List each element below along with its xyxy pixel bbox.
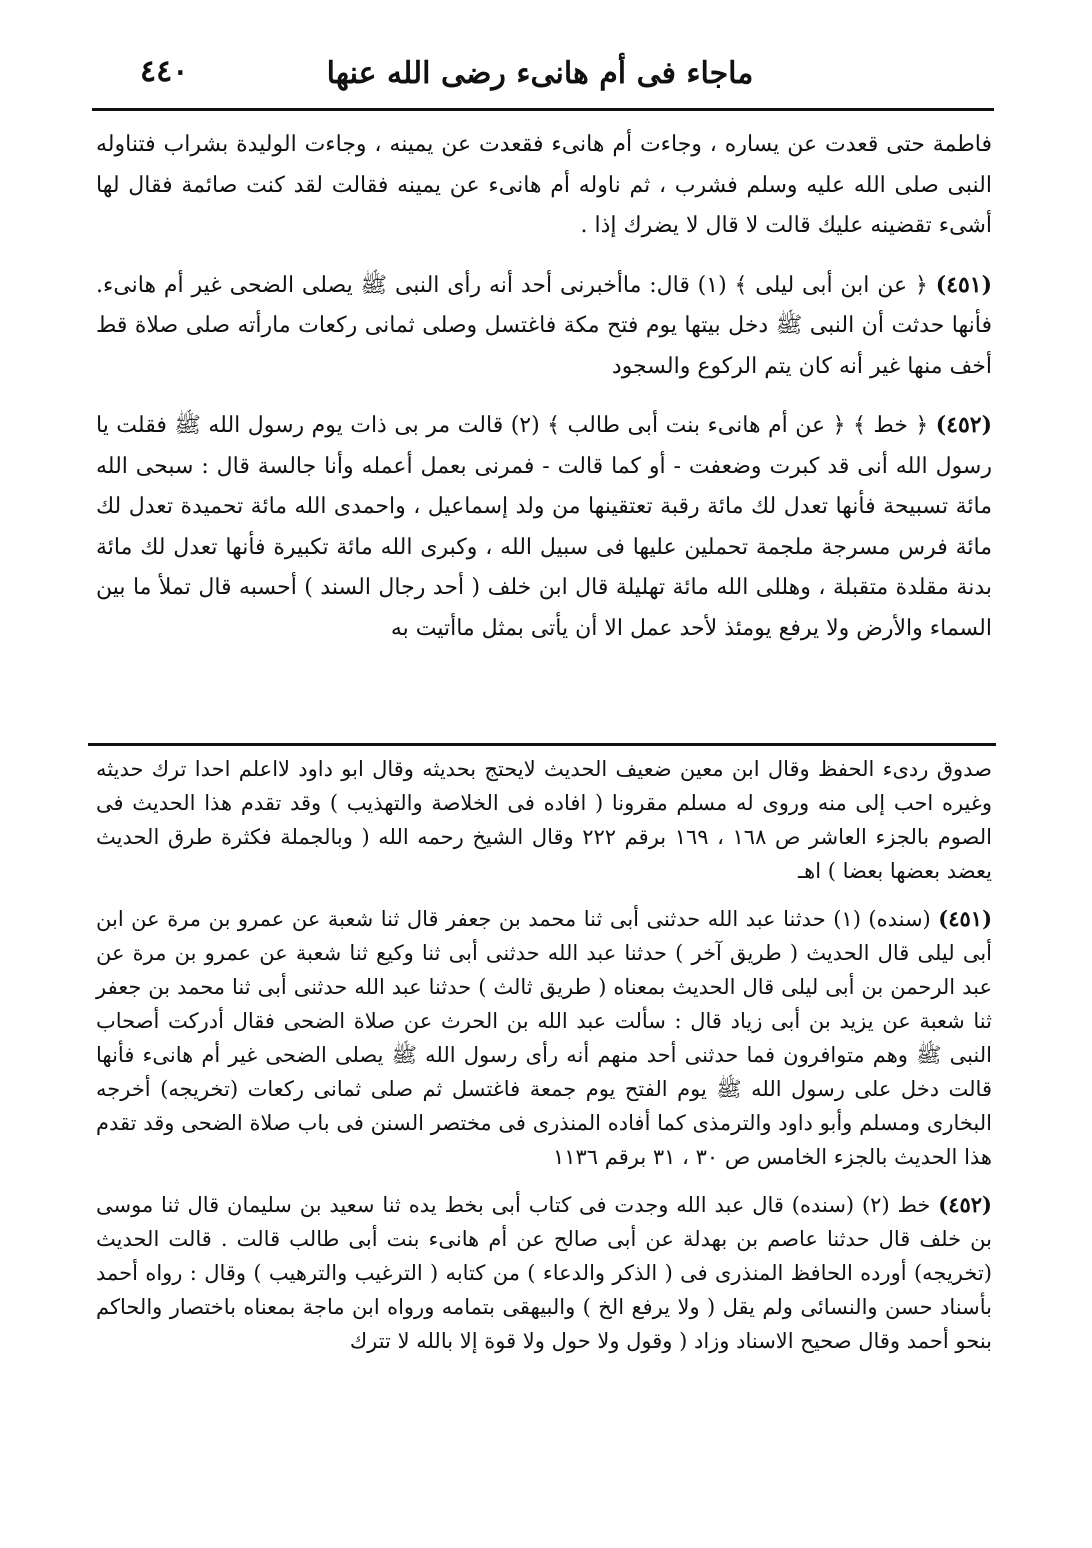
continuation-paragraph (96, 125, 992, 247)
continuation-text: فاطمة حتى قعدت عن يساره ، وجاءت أم هانىء فقعدت عن يمينه ، وجاءت الوليدة بشراب فتناوله النبى صلى الله عليه وسلم فشرب ، ثم ناوله أم هانىء عن يمينه فقالت لقد كنت صائمة فقال لها أشىء تقضينه عليك قالت لا قال لا يضرك إذا . (96, 132, 992, 238)
footnote-text: (سنده) (١) حدثنا عبد الله حدثنى أبى ثنا محمد بن جعفر قال ثنا شعبة عن عمرو بن مرة عن ابن أبى ليلى قال الحديث ( طريق آخر ) حدثنا عبد الله حدثنى أبى ثنا وكيع ثنا شعبة عن عمرو بن مرة عن عبد الرحمن بن أبى ليلى قال الحديث بمعناه ( طريق ثالث ) حدثنا عبد الله حدثنى أبى ثنا محمد بن جعفر ثنا شعبة عن يزيد بن أبى زياد قال : سألت عبد الله بن الحرث عن صلاة الضحى فقال أدركت أصحاب النبى ﷺ وهم متوافرون فما حدثنى أحد منهم أنه رأى رسول الله ﷺ يصلى الضحى غير أم هانىء فأنها قالت دخل على رسول الله ﷺ يوم الفتح يوم جمعة فاغتسل ثم صلى ثمانى ركعات (تخريجه) أخرجه البخارى ومسلم وأبو داود والترمذى كما أفاده المنذرى فى مختصر السنن فى باب صلاة الضحى وقد تقدم هذا الحديث بالجزء الخامس ص ٣٠ ، ٣١ برقم ١١٣٦ (96, 907, 992, 1169)
hadith-number: (٤٥١) (935, 271, 992, 298)
footnote-continuation (96, 752, 992, 888)
hadith-452 (96, 405, 992, 649)
footnote-separator (88, 743, 996, 746)
hadith-text: ﴿ عن ابن أبى ليلى ﴾ (١) قال: ماأخبرنى أحد أنه رأى النبى ﷺ يصلى الضحى غير أم هانىء. فأنها حدثت أن النبى ﷺ دخل بيتها يوم فتح مكة فاغتسل وصلى ثمانى ركعات مارأته صلى صلاة قط أخف منها غير أنه كان يتم الركوع والسجود (96, 272, 992, 379)
page-header (100, 48, 980, 98)
footnotes (96, 752, 992, 1358)
footnote-number: (٤٥٢) (938, 1192, 992, 1217)
hadith-451 (96, 265, 992, 388)
hadith-number: (٤٥٢) (935, 412, 992, 438)
footnote-number: (٤٥١) (938, 906, 992, 931)
main-text (96, 125, 992, 649)
footnote-text: خط (٢) (سنده) قال عبد الله وجدت فى كتاب أبى بخط يده ثنا سعيد بن سليمان قال ثنا موسى بن خلف قال حدثنا عاصم بن بهدلة عن أبى صالح عن أم هانىء بنت أبى طالب قالت . قالت الحديث (تخريجه) أورده الحافظ المنذرى فى ( الذكر والدعاء ) من كتابه ( الترغيب والترهيب ) وقال : رواه أحمد بأسناد حسن والنسائى ولم يقل ( ولا يرفع الخ ) والبيهقى بتمامه ورواه ابن ماجة بمعناه باختصار والحاكم بنحو أحمد وقال صحيح الاسناد وزاد ( وقول ولا حول ولا قوة إلا بالله لا تترك (96, 1193, 992, 1353)
hadith-text: ﴿ خط ﴾ ﴿ عن أم هانىء بنت أبى طالب ﴾ (٢) قالت مر بى ذات يوم رسول الله ﷺ فقلت يا رسول الله أنى قد كبرت وضعفت - أو كما قالت - فمرنى بعمل أعمله وأنا جالسة قال : سبحى الله مائة تسبيحة فأنها تعدل لك مائة رقبة تعتقينها من ولد إسماعيل ، واحمدى الله مائة تحميدة تعدل لك مائة فرس مسرجة ملجمة تحملين عليها فى سبيل الله ، وكبرى الله مائة تكبيرة فأنها تعدل لك مائة بدنة مقلدة متقبلة ، وهللى الله مائة تهليلة قال ابن خلف ( أحد رجال السند ) أحسبه قال تملأ ما بين السماء والأرض ولا يرفع يومئذ لأحد عمل الا أن يأتى بمثل ماأتيت به (96, 413, 993, 641)
page-number: ٤٤٠ (140, 54, 189, 89)
footnote-451 (96, 902, 992, 1174)
footnote-452 (96, 1188, 992, 1358)
footnote-text: صدوق ردىء الحفظ وقال ابن معين ضعيف الحديث لايحتج بحديثه وقال ابو داود لااعلم احدا ترك حديثه وغيره احب إلى منه وروى له مسلم مقرونا ( افاده فى الخلاصة والتهذيب ) وقد تقدم هذا الحديث فى الصوم بالجزء العاشر ص ١٦٨ ، ١٦٩ برقم ٢٢٢ وقال الشيخ رحمه الله ( وبالجملة فكثرة طرق الحديث يعضد بعضها بعضا ) اهـ (96, 757, 992, 883)
header-rule (92, 108, 994, 111)
running-title: ماجاء فى أم هانىء رضى الله عنها (326, 55, 754, 91)
